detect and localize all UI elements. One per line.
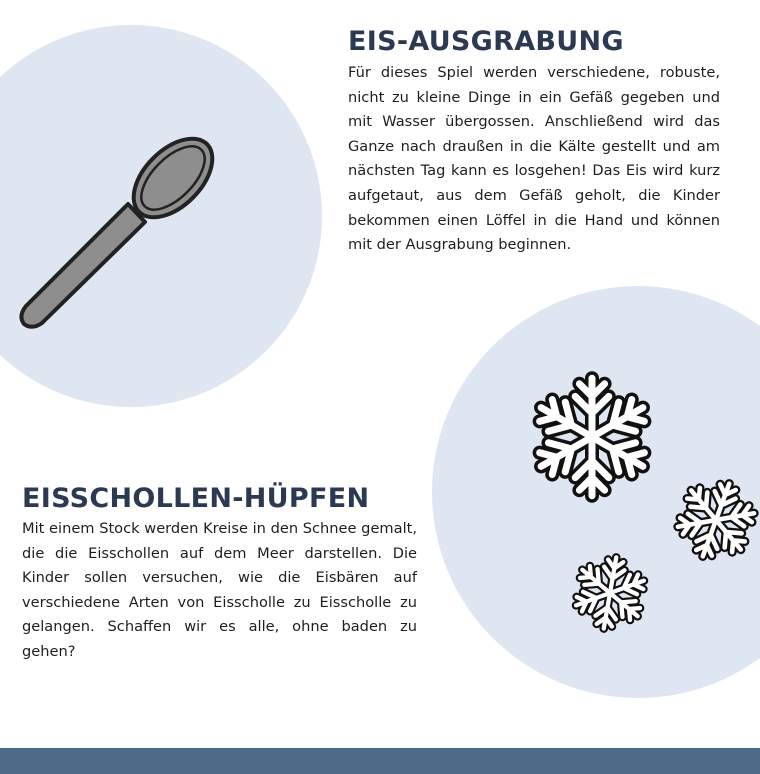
snowflake-icon (565, 550, 655, 636)
snowflake-icon (522, 364, 662, 510)
snowflake-icon (670, 472, 760, 568)
section-heading-eis-ausgrabung: EIS-AUSGRABUNG (348, 26, 624, 57)
spoon-icon (10, 130, 225, 340)
section-text-eisschollen-huepfen: Mit einem Stock werden Kreise in den Schnee gemalt, die die Eisschollen auf dem Meer darstellen. Die Kinder sollen versuchen, wie die Eisbären auf verschiedene Arten von Eisscholle zu Eisscholle zu gelangen. Schaffen wir es alle, ohne baden zu gehen? (22, 520, 417, 660)
section-text-eis-ausgrabung: Für dieses Spiel werden verschiedene, robuste, nicht zu kleine Dinge in ein Gefäß gegeben und mit Wasser übergossen. Anschließend wird das Ganze nach draußen in die Kälte gestellt und am nächsten Tag kann es losgehen! Das Eis wird kurz aufgetaut, aus dem Gefäß geholt, die Kinder bekommen einen Löffel in die Hand und können mit der Ausgrabung beginnen. (348, 64, 720, 254)
footer-bar (0, 748, 760, 774)
section-heading-eisschollen-huepfen: EISSCHOLLEN-HÜPFEN (22, 483, 370, 514)
